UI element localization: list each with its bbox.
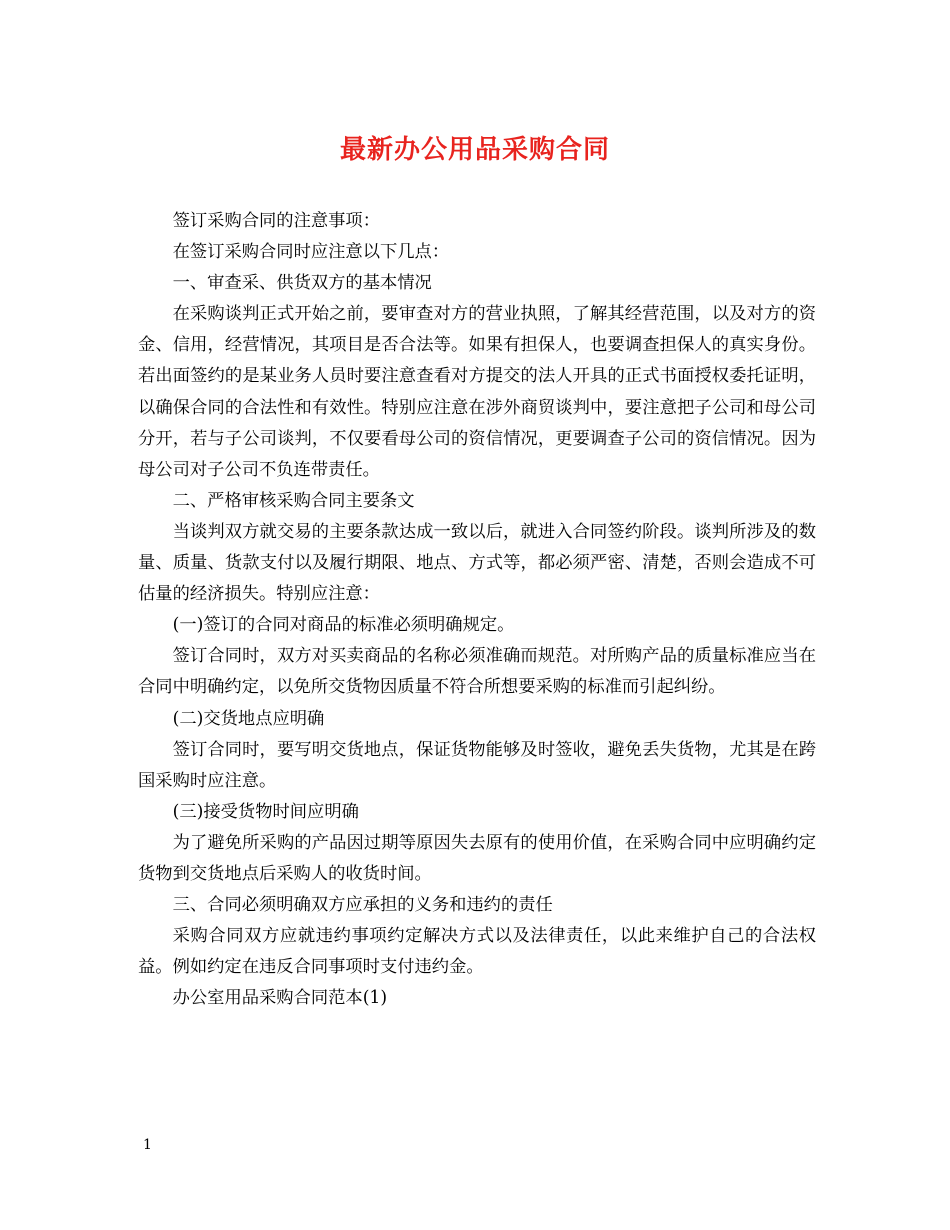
document-body [138, 206, 816, 1014]
paragraph: 办公室用品采购合同范本(1) [172, 988, 388, 1009]
paragraph: 签订采购合同的注意事项： [172, 211, 380, 231]
section-heading: 三、合同必须明确双方应承担的义务和违约的责任 [172, 895, 553, 916]
paragraph: 签订合同时，要写明交货地点，保证货物能够及时签收，避免丢失货物，尤其是在跨国采购时应注意。 [138, 739, 816, 791]
page-number: 1 [143, 1137, 152, 1153]
subsection-heading: (一)签订的合同对商品的标准必须明确规定。 [172, 615, 515, 636]
section-heading: 二、严格审核采购合同主要条文 [172, 490, 415, 511]
document-title: 最新办公用品采购合同 [339, 135, 610, 165]
paragraph: 在签订采购合同时应注意以下几点： [172, 242, 450, 263]
paragraph: 签订合同时，双方对买卖商品的名称必须准确而规范。对所购产品的质量标准应当在合同中明确约定，以免所交货物因质量不符合所想要采购的标准而引起纠纷。 [138, 646, 816, 698]
paragraph: 在采购谈判正式开始之前，要审查对方的营业执照，了解其经营范围，以及对方的资金、信用，经营情况，其项目是否合法等。如果有担保人，也要调查担保人的真实身份。若出面签约的是某业务人员时要注意查看对方提交的法人开具的正式书面授权委托证明，以确保合同的合法性和有效性。特别应注意在涉外商贸谈判中，要注意把子公司和母公司分开，若与子公司谈判，不仅要看母公司的资信情况，更要调查子公司的资信情况。因为母公司对子公司不负连带责任。 [138, 304, 816, 480]
section-heading: 一、审查采、供货双方的基本情况 [172, 273, 432, 294]
subsection-heading: (三)接受货物时间应明确 [172, 801, 359, 822]
paragraph: 为了避免所采购的产品因过期等原因失去原有的使用价值，在采购合同中应明确约定货物到交货地点后采购人的收货时间。 [138, 832, 816, 884]
paragraph: 当谈判双方就交易的主要条款达成一致以后，就进入合同签约阶段。谈判所涉及的数量、质量、货款支付以及履行期限、地点、方式等，都必须严密、清楚，否则会造成不可估量的经济损失。特别应注意： [138, 521, 816, 605]
paragraph: 采购合同双方应就违约事项约定解决方式以及法律责任，以此来维护自己的合法权益。例如约定在违反合同事项时支付违约金。 [138, 926, 816, 978]
subsection-heading: (二)交货地点应明确 [172, 708, 325, 729]
